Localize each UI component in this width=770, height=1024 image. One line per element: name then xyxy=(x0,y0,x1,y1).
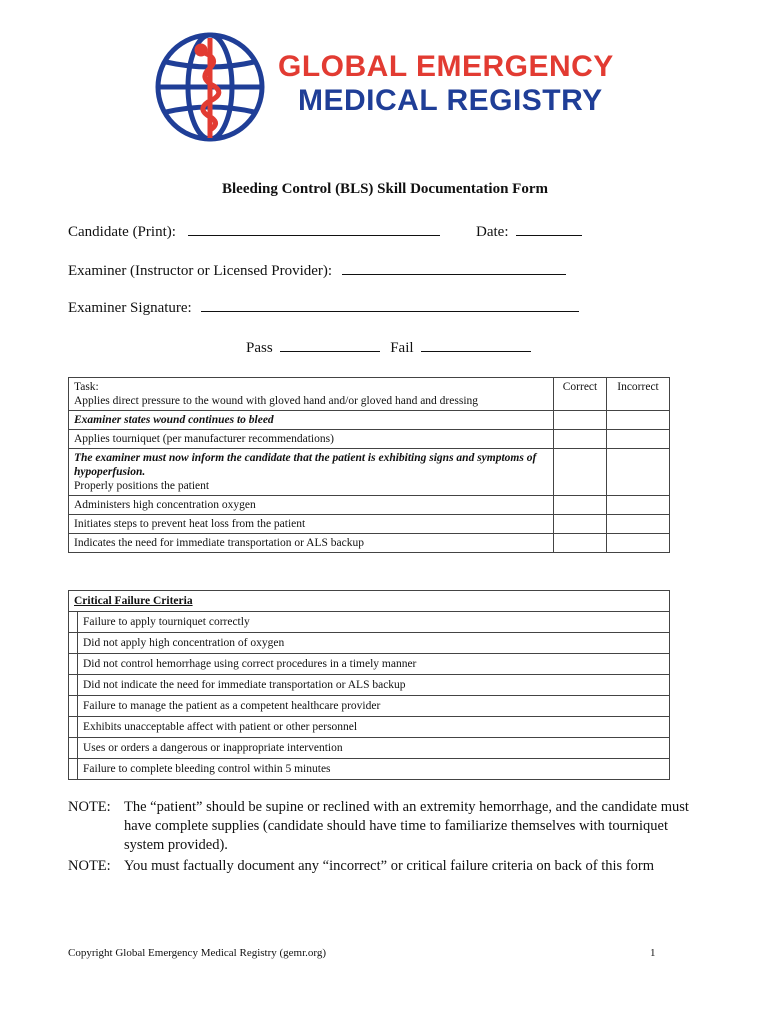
examiner-blank[interactable] xyxy=(342,260,566,275)
incorrect-checkbox[interactable] xyxy=(607,449,670,496)
globe-caduceus-icon xyxy=(150,30,275,145)
candidate-label: Candidate (Print): xyxy=(68,224,176,240)
incorrect-header: Incorrect xyxy=(607,378,670,411)
critical-checkbox[interactable] xyxy=(69,654,78,675)
task-label: Task: xyxy=(74,381,99,393)
table-row xyxy=(69,633,670,654)
pass-fail-field xyxy=(246,337,531,357)
correct-checkbox[interactable] xyxy=(554,411,607,430)
note-2 xyxy=(68,857,708,876)
date-blank[interactable] xyxy=(516,221,582,236)
logo-line-2: MEDICAL REGISTRY xyxy=(298,84,603,117)
task-text: Examiner states wound continues to bleed xyxy=(69,411,554,430)
signature-field xyxy=(68,297,579,317)
incorrect-checkbox[interactable] xyxy=(607,534,670,553)
logo-line-1: GLOBAL EMERGENCY xyxy=(278,50,614,83)
table-row xyxy=(69,696,670,717)
table-row xyxy=(69,378,670,411)
examiner-label: Examiner (Instructor or Licensed Provider): xyxy=(68,263,333,279)
signature-label: Examiner Signature: xyxy=(68,300,192,316)
critical-checkbox[interactable] xyxy=(69,717,78,738)
critical-checkbox[interactable] xyxy=(69,759,78,780)
task-text: Administers high concentration oxygen xyxy=(69,496,554,515)
correct-header: Correct xyxy=(554,378,607,411)
gemr-logo xyxy=(150,30,620,150)
table-row xyxy=(69,430,670,449)
pass-label: Pass xyxy=(246,340,273,356)
examiner-field xyxy=(68,260,566,280)
fail-blank[interactable] xyxy=(421,337,531,352)
note-text: The “patient” should be supine or reclined with an extremity hemorrhage, and the candidate must have complete supplies (candidate should have time to familiarize themselves with tourniquet system provided). xyxy=(124,799,689,853)
task-text: Indicates the need for immediate transportation or ALS backup xyxy=(69,534,554,553)
incorrect-checkbox[interactable] xyxy=(607,430,670,449)
note-1 xyxy=(68,798,708,855)
critical-item: Uses or orders a dangerous or inappropriate intervention xyxy=(78,738,670,759)
critical-checkbox[interactable] xyxy=(69,675,78,696)
correct-checkbox[interactable] xyxy=(554,515,607,534)
table-row xyxy=(69,675,670,696)
table-row xyxy=(69,449,670,496)
table-row xyxy=(69,411,670,430)
critical-checkbox[interactable] xyxy=(69,738,78,759)
table-row xyxy=(69,515,670,534)
task-cell xyxy=(69,378,554,411)
critical-checkbox[interactable] xyxy=(69,612,78,633)
note-label: NOTE: xyxy=(68,799,111,815)
date-field xyxy=(476,221,582,241)
table-row xyxy=(69,759,670,780)
table-row xyxy=(69,717,670,738)
signature-blank[interactable] xyxy=(201,297,579,312)
critical-item: Did not control hemorrhage using correct procedures in a timely manner xyxy=(78,654,670,675)
candidate-blank[interactable] xyxy=(188,221,440,236)
task-text: Applies direct pressure to the wound with gloved hand and/or gloved hand and dressing xyxy=(74,395,479,407)
table-row xyxy=(69,612,670,633)
incorrect-checkbox[interactable] xyxy=(607,515,670,534)
copyright-text: Copyright Global Emergency Medical Registry (gemr.org) xyxy=(68,947,327,959)
note-text: You must factually document any “incorrect” or critical failure criteria on back of this form xyxy=(124,858,655,874)
critical-item: Failure to apply tourniquet correctly xyxy=(78,612,670,633)
task-text: Properly positions the patient xyxy=(74,480,210,492)
correct-checkbox[interactable] xyxy=(554,496,607,515)
task-text: Applies tourniquet (per manufacturer recommendations) xyxy=(69,430,554,449)
incorrect-checkbox[interactable] xyxy=(607,411,670,430)
correct-checkbox[interactable] xyxy=(554,534,607,553)
critical-checkbox[interactable] xyxy=(69,633,78,654)
table-row xyxy=(69,591,670,612)
pass-blank[interactable] xyxy=(280,337,380,352)
page-number: 1 xyxy=(650,947,656,959)
task-cell xyxy=(69,449,554,496)
critical-item: Did not indicate the need for immediate transportation or ALS backup xyxy=(78,675,670,696)
correct-checkbox[interactable] xyxy=(554,449,607,496)
critical-checkbox[interactable] xyxy=(69,696,78,717)
table-row xyxy=(69,738,670,759)
date-label: Date: xyxy=(476,224,509,240)
task-text: The examiner must now inform the candidate that the patient is exhibiting signs and symptoms of hypoperfusion. xyxy=(74,452,537,478)
table-row xyxy=(69,534,670,553)
critical-item: Exhibits unacceptable affect with patient or other personnel xyxy=(78,717,670,738)
incorrect-checkbox[interactable] xyxy=(607,496,670,515)
fail-label: Fail xyxy=(390,340,414,356)
form-title: Bleeding Control (BLS) Skill Documentation Form xyxy=(222,181,548,197)
task-table xyxy=(68,377,670,553)
table-row xyxy=(69,496,670,515)
critical-item: Failure to manage the patient as a competent healthcare provider xyxy=(78,696,670,717)
critical-item: Did not apply high concentration of oxygen xyxy=(78,633,670,654)
critical-failure-table xyxy=(68,590,670,780)
critical-header: Critical Failure Criteria xyxy=(69,591,670,612)
candidate-field xyxy=(68,221,440,241)
correct-checkbox[interactable] xyxy=(554,430,607,449)
critical-item: Failure to complete bleeding control within 5 minutes xyxy=(78,759,670,780)
note-label: NOTE: xyxy=(68,858,111,874)
table-row xyxy=(69,654,670,675)
task-text: Initiates steps to prevent heat loss from the patient xyxy=(69,515,554,534)
